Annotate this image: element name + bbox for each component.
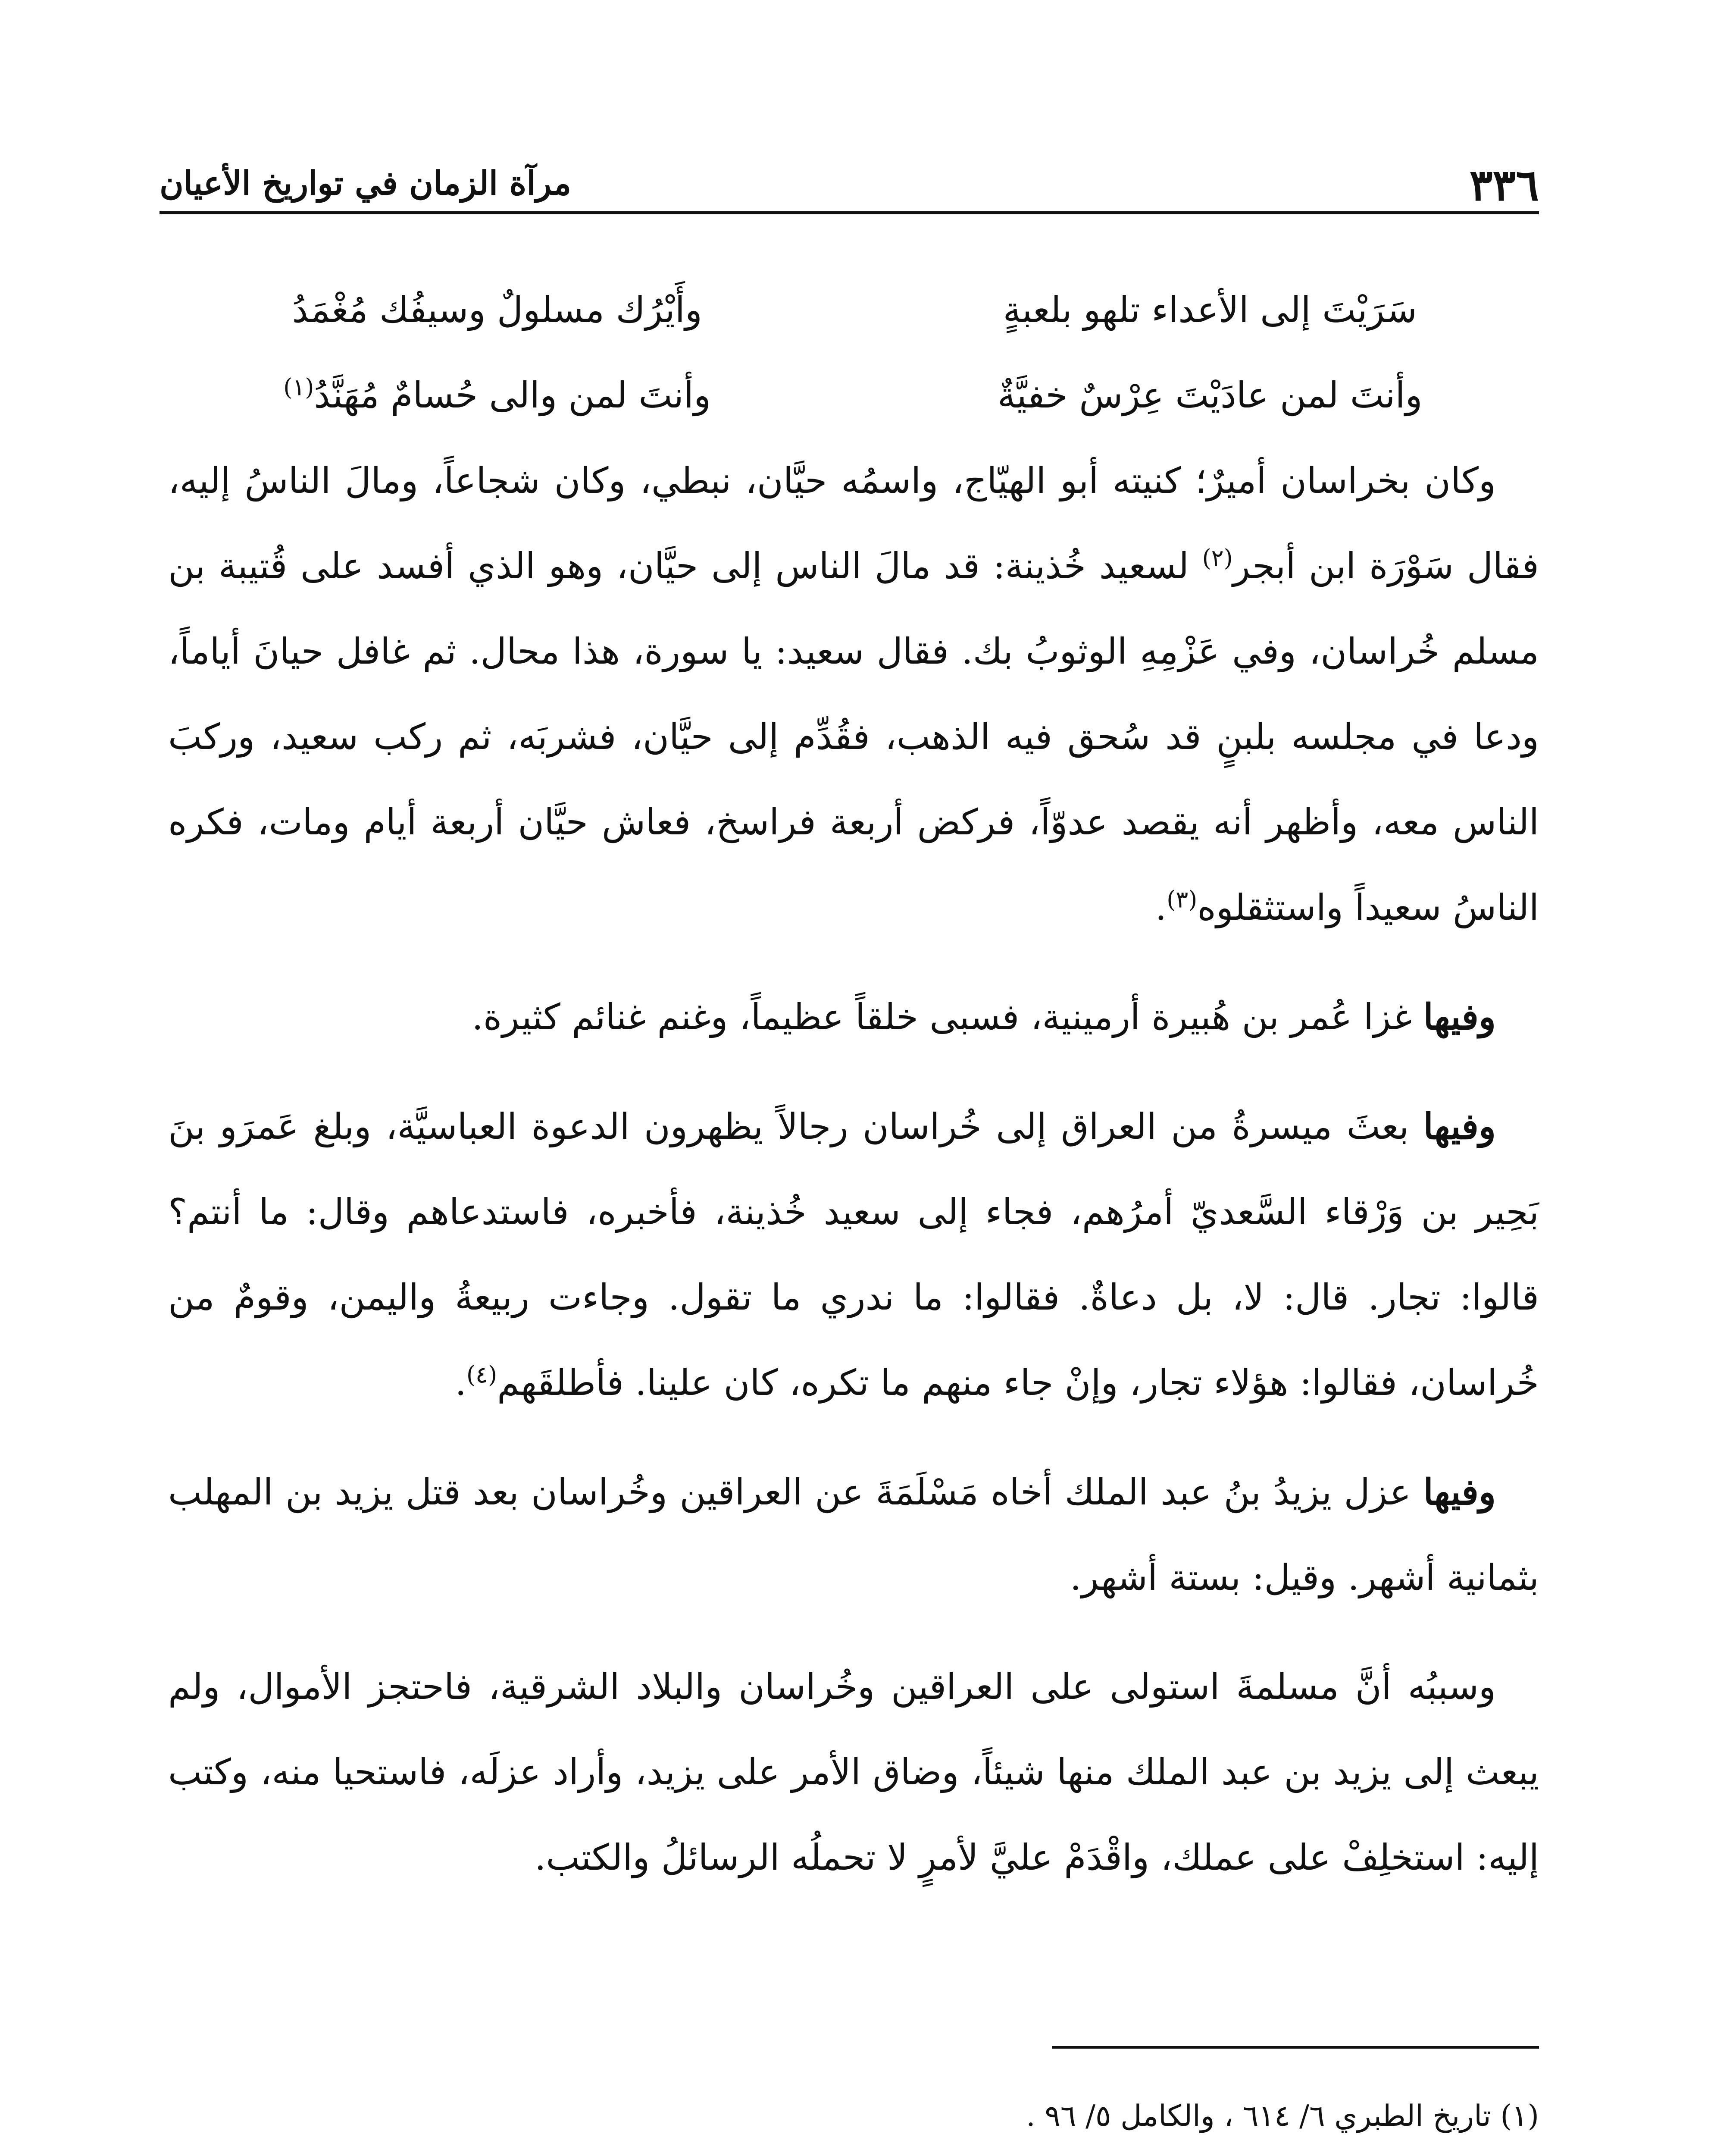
paragraph-text: لسعيد خُذينة: قد مالَ الناس إلى حيَّان، وهو الذي أفسد على قُتيبة بن مسلم خُراسان، وفي عَزْمِهِ الوثوبُ بك. فقال سعيد: يا سورة، هذا محال. ثم غافل حيانَ أياماً، ودعا في مجلسه بلبنٍ قد سُحق فيه الذهب، فقُدِّم إلى حيَّان، فشربَه، ثم ركب سعيد، وركبَ الناس معه، وأظهر أنه يقصد عدوّاً، فركض أربعة فراسخ، فعاش حيَّان أربعة أيام ومات، فكره الناسُ سعيداً واستثقلوه (168, 545, 1539, 928)
verse-line (168, 267, 1539, 353)
verse-first-hemistich: وأنتَ لمن عادَيْتَ عِرْسٌ خفيَّةٌ (998, 374, 1423, 416)
paragraph (168, 1084, 1539, 1426)
paragraph-lead-word: وفيها (1423, 996, 1496, 1038)
verse-line (168, 353, 1539, 438)
paragraph-text: غزا عُمر بن هُبيرة أرمينية، فسبى خلقاً عظيماً، وغنم غنائم كثيرة. (472, 996, 1423, 1038)
running-title: مرآة الزمان في تواريخ الأعيان (160, 164, 572, 202)
paragraph-lead-word: وفيها (1423, 1105, 1496, 1147)
verse-second-hemistich (168, 353, 826, 438)
footnote-marker: (٤) (466, 1361, 497, 1388)
paragraph-text: عزل يزيدُ بنُ عبد الملك أخاه مَسْلَمَةَ عن العراقين وخُراسان بعد قتل يزيد بن المهلب بثمانية أشهر. وقيل: بستة أشهر. (168, 1471, 1539, 1598)
paragraph (168, 974, 1539, 1060)
paragraph-text: وكان بخراسان أميرٌ؛ كنيته أبو الهيّاج، واسمُه حيَّان، نبطي، وكان شجاعاً، ومالَ الناسُ إليه، فقال سَوْرَة ابن أبجر (168, 460, 1539, 587)
page-number: ٣٣٦ (1469, 160, 1539, 210)
paragraph-lead-word: وفيها (1423, 1471, 1496, 1513)
footnote-2 (431, 2148, 1539, 2156)
page-header (160, 160, 1539, 214)
footnotes (431, 2085, 1539, 2156)
footnote-marker: (٢) (1202, 544, 1233, 572)
paragraph-text: وسببُه أنَّ مسلمةَ استولى على العراقين وخُراسان والبلاد الشرقية، فاحتجز الأموال، ولم يبعث إلى يزيد بن عبد الملك منها شيئاً، وضاق الأمر على يزيد، وأراد عزلَه، فاستحيا منه، وكتب إليه: استخلِفْ على عملك، واقْدَمْ عليَّ لأمرٍ لا تحملُه الرسائلُ والكتب. (168, 1666, 1539, 1878)
main-text (168, 267, 1539, 1900)
verse-text: وأنتَ لمن والى حُسامٌ مُهَنَّدُ (314, 374, 711, 416)
paragraph-text: بعثَ ميسرةُ من العراق إلى خُراسان رجالاً يظهرون الدعوة العباسيَّة، وبلغ عَمرَو بنَ بَحِير بن وَرْقاء السَّعديّ أمرُهم، فجاء إلى سعيد خُذينة، فأخبره، فاستدعاهم وقال: ما أنتم؟ قالوا: تجار. قال: لا، بل دعاةٌ. فقالوا: ما ندري ما تقول. وجاءت ربيعةُ واليمن، وقومٌ من خُراسان، فقالوا: هؤلاء تجار، وإنْ جاء منهم ما تكره، كان علينا. فأطلقَهم (168, 1106, 1539, 1404)
verse-second-hemistich: وأَيْرُك مسلولٌ وسيفُك مُغْمَدُ (292, 289, 702, 331)
footnote-divider (1052, 2046, 1539, 2049)
paragraph-text: . (455, 1362, 466, 1404)
footnote-marker: (١) (283, 373, 314, 401)
paragraph (168, 1449, 1539, 1620)
footnote-1: (١) تاريخ الطبري ٦/ ٦١٤ ، والكامل ٥/ ٩٦ . (1026, 2099, 1539, 2133)
footnote-marker: (٣) (1167, 886, 1198, 913)
paragraph-text: . (1155, 887, 1167, 928)
verse-first-hemistich: سَرَيْتَ إلى الأعداء تلهو بلعبةٍ (1003, 289, 1417, 331)
paragraphs (168, 438, 1539, 1900)
paragraph (168, 1644, 1539, 1900)
paragraph (168, 438, 1539, 950)
